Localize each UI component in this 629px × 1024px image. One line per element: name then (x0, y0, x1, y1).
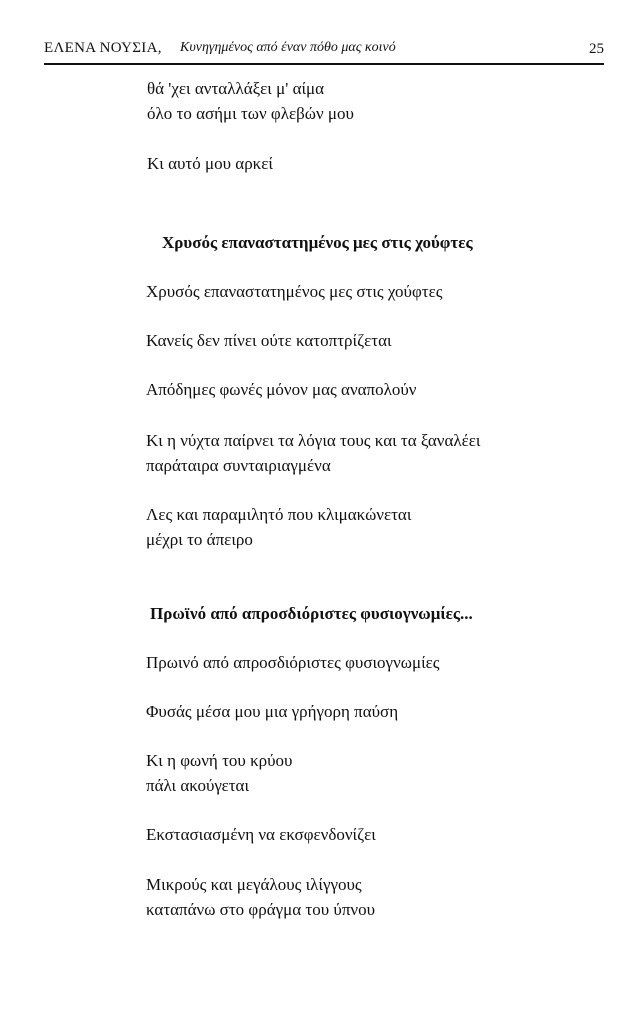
poem-line: Απόδημες φωνές μόνον μας αναπολούν (146, 380, 417, 399)
poem-line: Κι η φωνή του κρύου (146, 751, 293, 770)
poem-title: Πρωϊνό από απροσδιόριστες φυσιογνωμίες... (150, 604, 473, 623)
poem-line: παράταιρα συνταιριαγμένα (146, 456, 331, 475)
header-author: ΕΛΕΝΑ ΝΟΥΣΙΑ, (44, 40, 162, 56)
header-rule (44, 63, 604, 65)
poem-line: όλο το ασήμι των φλεβών μου (147, 104, 354, 123)
running-header (44, 40, 604, 62)
poem-line: Χρυσός επαναστατημένος μες στις χούφτες (146, 282, 443, 301)
poem-line: καταπάνω στο φράγμα του ύπνου (146, 900, 376, 919)
poem-line: Φυσάς μέσα μου μια γρήγορη παύση (146, 702, 399, 721)
poem-line: Κι αυτό μου αρκεί (147, 154, 273, 173)
poem-line: μέχρι το άπειρο (146, 530, 253, 549)
page-number: 25 (589, 41, 604, 57)
poem-line: πάλι ακούγεται (146, 776, 250, 795)
header-book-title: Κυνηγημένος από έναν πόθο μας κοινό (180, 40, 396, 55)
poem-line: Κανείς δεν πίνει ούτε κατοπτρίζεται (146, 331, 392, 350)
poem-line: Εκστασιασμένη να εκσφενδονίζει (146, 825, 376, 844)
poem-title: Χρυσός επαναστατημένος μες στις χούφτες (162, 233, 473, 252)
poem-line: Λες και παραμιλητό που κλιμακώνεται (146, 505, 412, 524)
poem-line: Μικρούς και μεγάλους ιλίγγους (146, 875, 362, 894)
poem-line: θά 'χει ανταλλάξει μ' αίμα (147, 79, 325, 98)
poem-line: Κι η νύχτα παίρνει τα λόγια τους και τα ξαναλέει (146, 431, 481, 450)
poem-line: Πρωινό από απροσδιόριστες φυσιογνωμίες (146, 653, 440, 672)
